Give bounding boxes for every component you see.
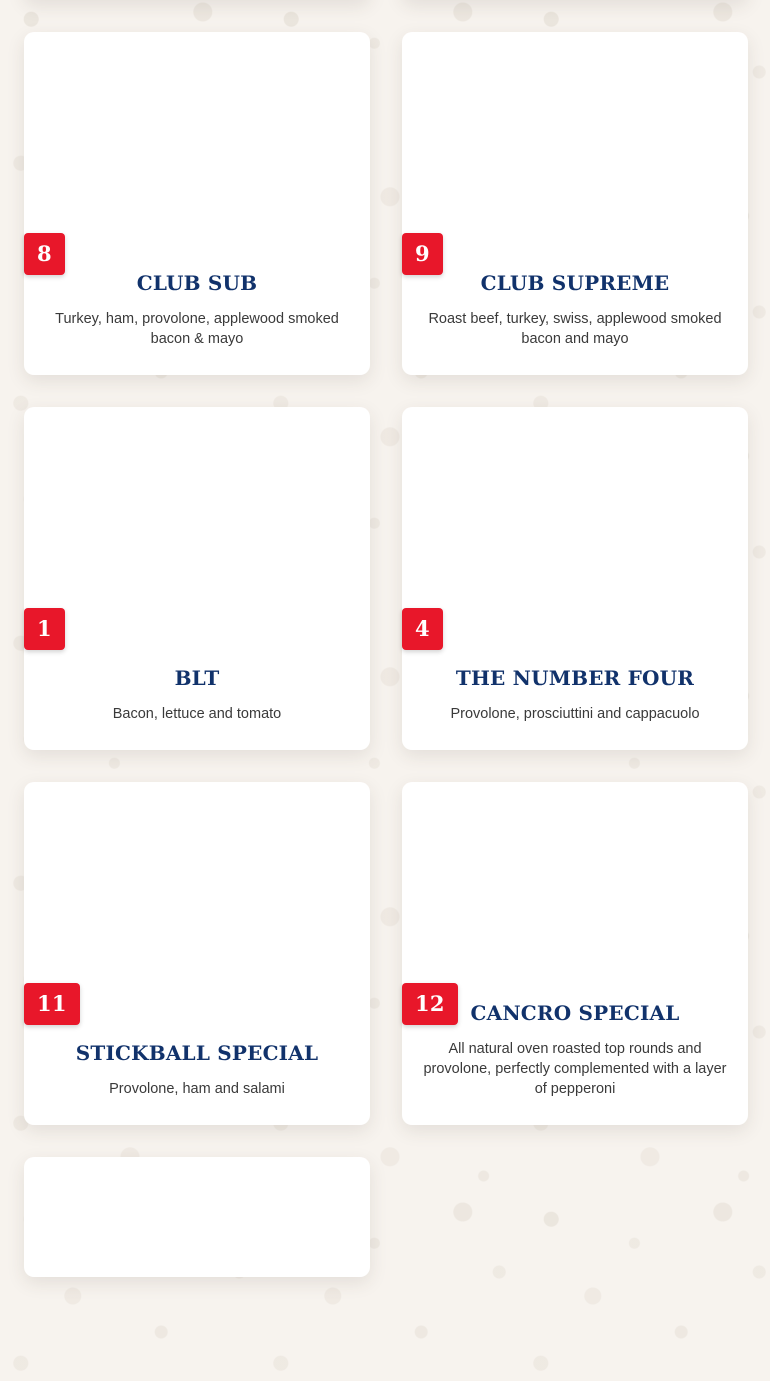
item-title: CLUB SUPREME: [480, 271, 670, 295]
item-image: [40, 32, 354, 271]
item-number-badge: 1: [24, 608, 65, 650]
menu-card[interactable]: [402, 32, 748, 375]
menu-card[interactable]: [24, 1157, 370, 1277]
item-image: [40, 407, 354, 666]
item-image: [418, 32, 732, 271]
menu-card[interactable]: [24, 782, 370, 1125]
item-description: Turkey, ham, provolone, applewood smoked bacon & mayo: [55, 311, 339, 347]
menu-card[interactable]: [402, 407, 748, 750]
menu-card[interactable]: [24, 32, 370, 375]
item-description: All natural oven roasted top rounds and provolone, perfectly complemented with a layer of pepperoni: [423, 1041, 727, 1097]
item-description: Provolone, prosciuttini and cappacuolo: [450, 706, 700, 722]
item-title: BLT: [174, 666, 220, 690]
item-title: CANCRO SPECIAL: [470, 1001, 680, 1025]
item-title: THE NUMBER FOUR: [455, 666, 695, 690]
item-description: Roast beef, turkey, swiss, applewood smoked bacon and mayo: [428, 311, 722, 347]
item-image: [40, 1157, 354, 1251]
item-number-badge: 11: [24, 983, 80, 1025]
item-description: Provolone, ham and salami: [109, 1081, 285, 1097]
item-description: Bacon, lettuce and tomato: [112, 706, 282, 722]
menu-card[interactable]: [402, 782, 748, 1125]
item-number-badge: 8: [24, 233, 65, 275]
item-title: CLUB SUB: [136, 271, 258, 295]
item-number-badge: 12: [402, 983, 458, 1025]
item-image: [418, 407, 732, 666]
item-image: [40, 782, 354, 1041]
item-number-badge: 4: [402, 608, 443, 650]
item-title: STICKBALL SPECIAL: [75, 1041, 319, 1065]
menu-card[interactable]: [24, 407, 370, 750]
item-number-badge: 9: [402, 233, 443, 275]
item-image: [418, 782, 732, 1001]
